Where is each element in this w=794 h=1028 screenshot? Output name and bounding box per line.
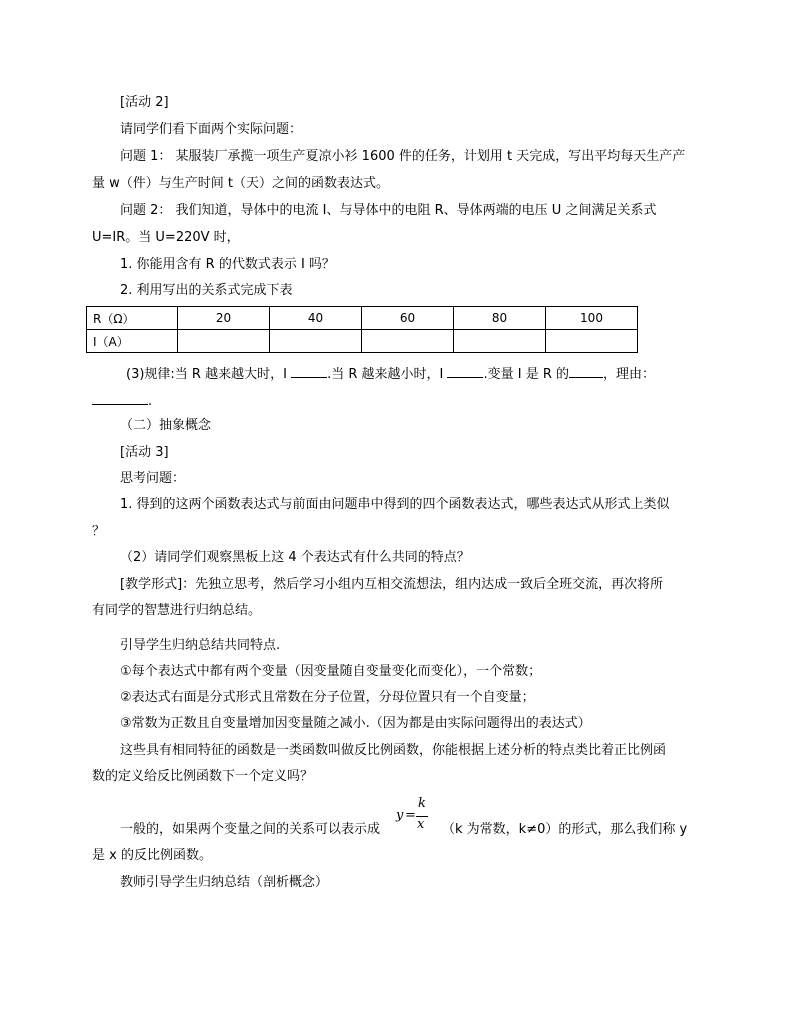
fill-blank — [447, 364, 483, 378]
teacher-summary-line: 教师引导学生归纳总结（剖析概念） — [120, 875, 329, 890]
problem-1-line-2: 量 w（件）与生产时间 t（天）之间的函数表达式。 — [92, 176, 389, 191]
reason-period: . — [148, 394, 153, 409]
table-cell: 100 — [546, 307, 638, 330]
teaching-form-line-2: 有同学的智慧进行归纳总结。 — [92, 603, 262, 618]
feature-1: ①每个表达式中都有两个变量（因变量随自变量变化而变化），一个常数； — [120, 664, 542, 679]
thinking-questions-label: 思考问题： — [120, 471, 186, 486]
formula-numerator: k — [418, 796, 426, 811]
table-cell — [454, 330, 546, 353]
table-cell — [178, 330, 270, 353]
intro-line: 请同学们看下面两个实际问题： — [120, 122, 303, 137]
pattern-text-4: ，理由： — [603, 367, 656, 382]
table-cell: 80 — [454, 307, 546, 330]
table-cell — [362, 330, 454, 353]
reason-line — [92, 391, 152, 410]
formula-denominator: x — [417, 817, 425, 832]
activity-3-heading: [活动 3] — [120, 445, 169, 460]
table-cell: 20 — [178, 307, 270, 330]
thinking-question-1: 1. 得到的这两个函数表达式与前面由问题串中得到的四个函数表达式，哪些表达式从形式上类似 — [120, 497, 670, 512]
question-2: 2. 利用写出的关系式完成下表 — [120, 283, 293, 298]
problem-1-line-1: 问题 1： 某服装厂承揽一项生产夏凉小衫 1600 件的任务，计划用 t 天完成，写出平均每天生产产 — [120, 149, 686, 164]
question-1: 1. 你能用含有 R 的代数式表示 I 吗？ — [120, 257, 335, 272]
feature-2: ②表达式右面是分式形式且常数在分子位置，分母位置只有一个自变量； — [120, 690, 535, 705]
table-cell — [270, 330, 362, 353]
resistance-current-table — [86, 306, 638, 353]
activity-2-heading: [活动 2] — [120, 95, 169, 110]
formula-equals: = — [405, 808, 416, 823]
table-cell: R（Ω） — [87, 307, 178, 330]
definition-line-1a: 一般的，如果两个变量之间的关系可以表示成 — [120, 822, 381, 837]
table-cell: 40 — [270, 307, 362, 330]
pattern-text-2: .当 R 越来越小时，I — [327, 367, 448, 382]
inverse-proportion-formula — [396, 796, 436, 836]
table-cell: 60 — [362, 307, 454, 330]
problem-2-line-2: U=IR。当 U=220V 时， — [92, 230, 240, 245]
definition-prompt-line-2: 数的定义给反比例函数下一个定义吗？ — [92, 769, 314, 784]
thinking-question-2: （2）请同学们观察黑板上这 4 个表达式有什么共同的特点？ — [120, 550, 470, 565]
pattern-text-3: .变量 I 是 R 的 — [483, 367, 569, 382]
summary-intro: 引导学生归纳总结共同特点. — [120, 638, 281, 653]
thinking-question-1-end: ？ — [92, 524, 106, 539]
table-cell — [546, 330, 638, 353]
pattern-text-1: (3)规律:当 R 越来越大时，I — [126, 367, 292, 382]
fill-blank — [569, 364, 603, 378]
teaching-form-line-1: [教学形式]：先独立思考，然后学习小组内互相交流想法，组内达成一致后全班交流，再次将所 — [120, 577, 664, 592]
section-heading-abstract-concept: （二）抽象概念 — [120, 418, 212, 433]
pattern-line — [126, 364, 655, 383]
definition-line-2: 是 x 的反比例函数。 — [92, 848, 212, 863]
feature-3: ③常数为正数且自变量增加因变量随之减小.（因为都是由实际问题得出的表达式） — [120, 716, 591, 731]
fill-blank — [291, 364, 327, 378]
table-row — [87, 307, 638, 330]
definition-prompt-line-1: 这些具有相同特征的函数是一类函数叫做反比例函数，你能根据上述分析的特点类比着正比例函 — [120, 743, 667, 758]
table-cell: I（A） — [87, 330, 178, 353]
formula-lhs: y — [396, 808, 404, 823]
problem-2-line-1: 问题 2： 我们知道，导体中的电流 I、与导体中的电阻 R、导体两端的电压 U 之间满足关系式 — [120, 203, 657, 218]
table-row — [87, 330, 638, 353]
fill-blank — [92, 391, 148, 405]
definition-line-1b: （k 为常数，k≠0）的形式，那么我们称 y — [442, 822, 688, 837]
